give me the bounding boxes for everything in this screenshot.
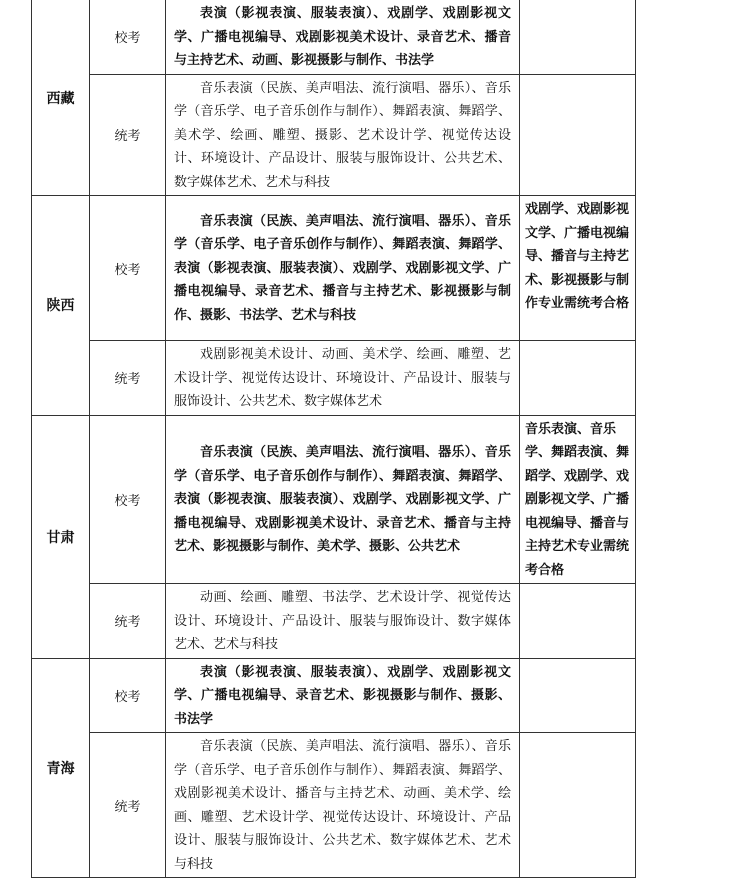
requirement-note [520, 341, 636, 416]
table-row [32, 341, 636, 416]
exam-type-school: 校考 [90, 415, 166, 584]
table-row [32, 658, 636, 733]
school-majors: 表演（影视表演、服装表演）、戏剧学、戏剧影视文学、广播电视编导、戏剧影视美术设计、录音艺术、播音与主持艺术、动画、影视摄影与制作、书法学 [166, 0, 520, 74]
requirement-note: 戏剧学、戏剧影视文学、广播电视编导、播音与主持艺术、影视摄影与制作专业需统考合格 [520, 196, 636, 341]
exam-type-school: 校考 [90, 658, 166, 733]
table-row [32, 0, 636, 74]
requirement-note [520, 74, 636, 196]
exam-type-unified: 统考 [90, 584, 166, 659]
requirement-note [520, 733, 636, 878]
table-row [32, 733, 636, 878]
table-row [32, 415, 636, 584]
province-cell: 陕西 [32, 196, 90, 416]
school-majors: 音乐表演（民族、美声唱法、流行演唱、器乐）、音乐学（音乐学、电子音乐创作与制作）、舞蹈表演、舞蹈学、表演（影视表演、服装表演）、戏剧学、戏剧影视文学、广播电视编导、录音艺术、播音与主持艺术、影视摄影与制作、摄影、书法学、艺术与科技 [166, 196, 520, 341]
exam-type-unified: 统考 [90, 733, 166, 878]
admissions-table [31, 0, 636, 878]
school-majors: 音乐表演（民族、美声唱法、流行演唱、器乐）、音乐学（音乐学、电子音乐创作与制作）、舞蹈表演、舞蹈学、表演（影视表演、服装表演）、戏剧学、戏剧影视文学、广播电视编导、戏剧影视美术设计、录音艺术、播音与主持艺术、影视摄影与制作、美术学、摄影、公共艺术 [166, 415, 520, 584]
unified-majors: 动画、绘画、雕塑、书法学、艺术设计学、视觉传达设计、环境设计、产品设计、服装与服饰设计、数字媒体艺术、艺术与科技 [166, 584, 520, 659]
province-cell: 西藏 [32, 0, 90, 196]
requirement-note [520, 584, 636, 659]
unified-majors: 音乐表演（民族、美声唱法、流行演唱、器乐）、音乐学（音乐学、电子音乐创作与制作）、舞蹈表演、舞蹈学、戏剧影视美术设计、播音与主持艺术、动画、美术学、绘画、雕塑、艺术设计学、视觉传达设计、环境设计、产品设计、服装与服饰设计、公共艺术、数字媒体艺术、艺术与科技 [166, 733, 520, 878]
exam-type-school: 校考 [90, 196, 166, 341]
exam-type-unified: 统考 [90, 341, 166, 416]
province-cell: 甘肃 [32, 415, 90, 658]
school-majors: 表演（影视表演、服装表演）、戏剧学、戏剧影视文学、广播电视编导、录音艺术、影视摄影与制作、摄影、书法学 [166, 658, 520, 733]
province-cell: 青海 [32, 658, 90, 878]
unified-majors: 戏剧影视美术设计、动画、美术学、绘画、雕塑、艺术设计学、视觉传达设计、环境设计、产品设计、服装与服饰设计、公共艺术、数字媒体艺术 [166, 341, 520, 416]
table-row [32, 196, 636, 341]
exam-type-school: 校考 [90, 0, 166, 74]
requirement-note [520, 0, 636, 74]
unified-majors: 音乐表演（民族、美声唱法、流行演唱、器乐）、音乐学（音乐学、电子音乐创作与制作）、舞蹈表演、舞蹈学、美术学、绘画、雕塑、摄影、艺术设计学、视觉传达设计、环境设计、产品设计、服装与服饰设计、公共艺术、数字媒体艺术、艺术与科技 [166, 74, 520, 196]
exam-type-unified: 统考 [90, 74, 166, 196]
requirement-note: 音乐表演、音乐学、舞蹈表演、舞蹈学、戏剧学、戏剧影视文学、广播电视编导、播音与主持艺术专业需统考合格 [520, 415, 636, 584]
table-row [32, 584, 636, 659]
table-row [32, 74, 636, 196]
requirement-note [520, 658, 636, 733]
